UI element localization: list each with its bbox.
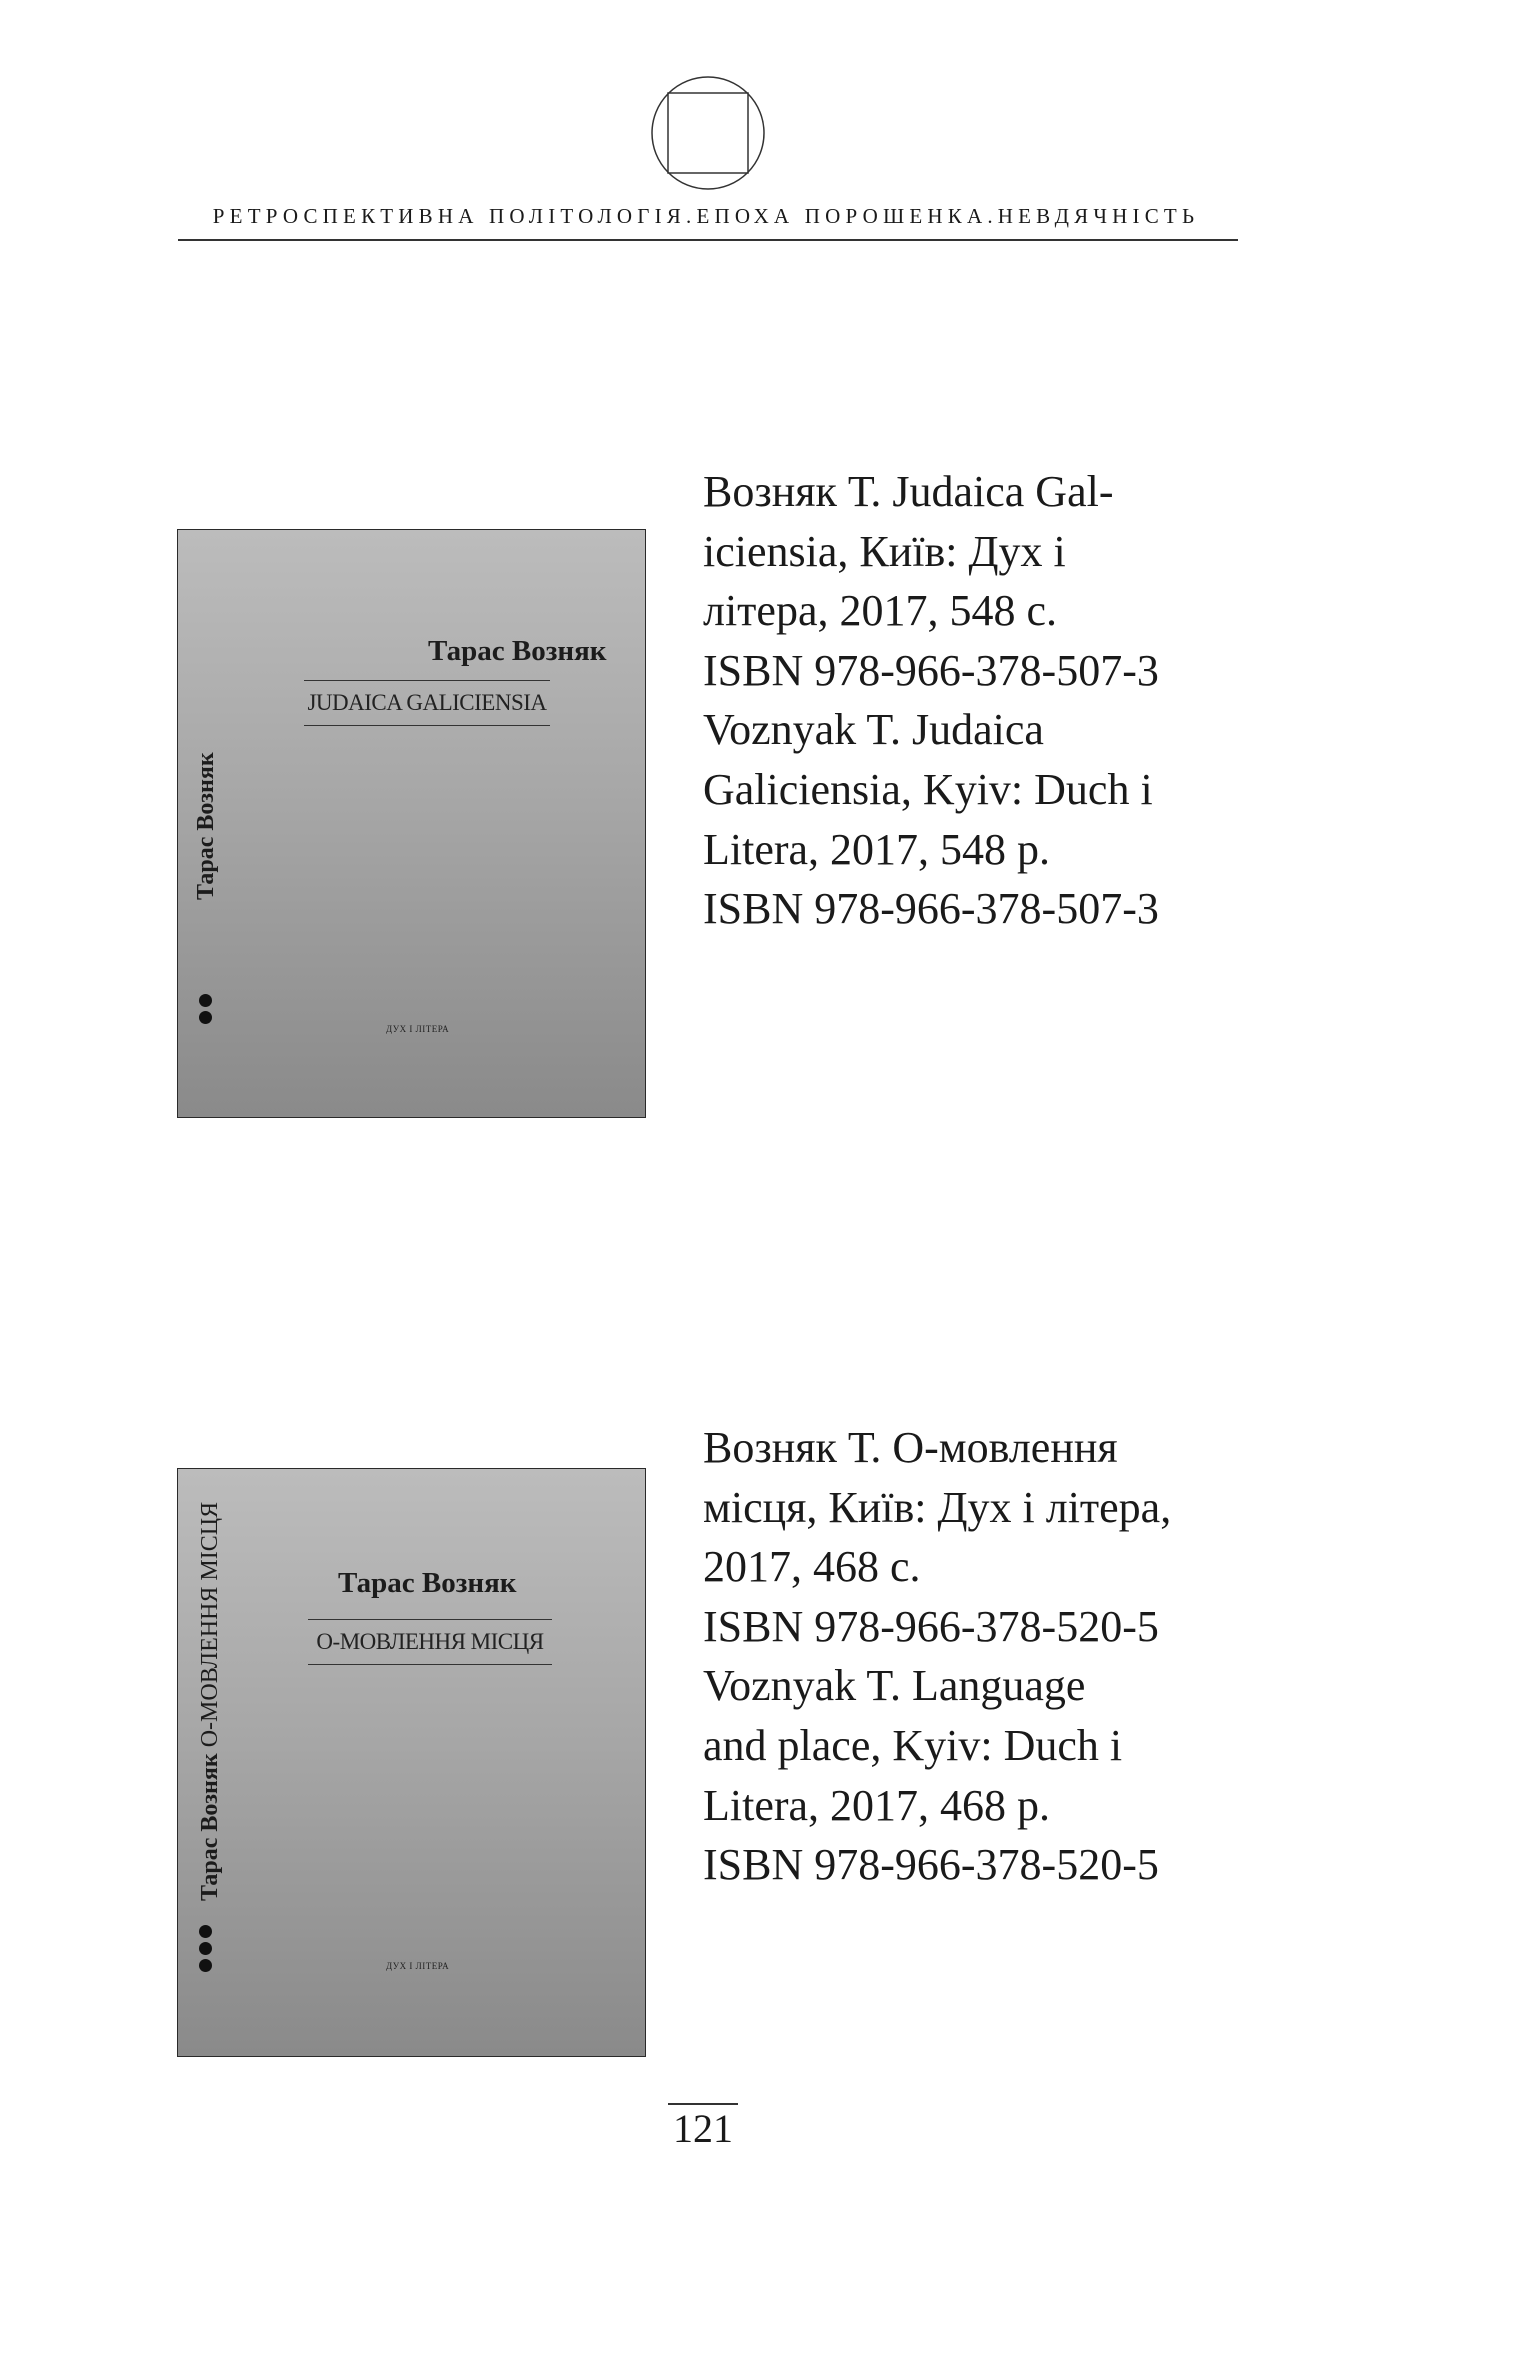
entry-line: and place, Kyiv: Duch i xyxy=(703,1720,1123,1770)
cover-rule xyxy=(308,1619,552,1620)
entry-line: ISBN 978-966-378-520-5 xyxy=(703,1840,1159,1890)
entry-line: літера, 2017, 548 с. xyxy=(703,586,1057,636)
cover-author: Тарас Возняк xyxy=(428,635,607,667)
entry-line: Litera, 2017, 548 p. xyxy=(703,824,1051,874)
cover-dots xyxy=(199,1925,212,1976)
bibliographic-entry xyxy=(703,1418,1171,1895)
cover-dots xyxy=(199,994,212,1028)
entry-line: місця, Київ: Дух і літера, xyxy=(703,1482,1172,1532)
entry-line: Litera, 2017, 468 p. xyxy=(703,1780,1051,1830)
entry-line: ISBN 978-966-378-507-3 xyxy=(703,884,1159,934)
cover-rule xyxy=(304,680,550,681)
entry-line: Galiciensia, Kyiv: Duch i xyxy=(703,764,1153,814)
cover-rule xyxy=(304,725,550,726)
cover-publisher: ДУХ І ЛІТЕРА xyxy=(386,1024,450,1034)
running-header: РЕТРОСПЕКТИВНА ПОЛІТОЛОГІЯ.ЕПОХА ПОРОШЕНКА.НЕВДЯЧНІСТЬ xyxy=(212,204,1200,228)
entry-line: ISBN 978-966-378-520-5 xyxy=(703,1601,1159,1651)
spine-author: Тарас Возняк xyxy=(197,1753,223,1901)
entry-line: ISBN 978-966-378-507-3 xyxy=(703,645,1159,695)
header-rule xyxy=(178,239,1238,241)
entry-line: Возняк Т. О-мовлення xyxy=(703,1423,1118,1472)
cover-publisher: ДУХ І ЛІТЕРА xyxy=(386,1961,450,1971)
book-cover-judaica-galiciensia xyxy=(177,529,646,1118)
entry-line: Voznyak T. Judaica xyxy=(703,705,1044,755)
cover-spine-text xyxy=(193,752,220,900)
entry-line: 2017, 468 с. xyxy=(703,1542,921,1592)
spine-title: О-МОВЛЕННЯ МІСЦЯ xyxy=(197,1501,223,1748)
cover-rule xyxy=(308,1664,552,1665)
cover-title: О-МОВЛЕННЯ МІСЦЯ xyxy=(316,1629,544,1654)
spine-author: Тарас Возняк xyxy=(193,752,219,900)
circle-square-logo-icon xyxy=(650,75,766,191)
entry-line: iciensia, Київ: Дух і xyxy=(703,526,1066,576)
entry-line: Возняк Т. Judaica Gal- xyxy=(703,467,1114,516)
entry-line: Voznyak T. Language xyxy=(703,1661,1086,1711)
book-cover-o-movlennia-mistsia xyxy=(177,1468,646,2057)
cover-author: Тарас Возняк xyxy=(338,1567,517,1599)
page-number: 121 xyxy=(668,2103,738,2151)
cover-spine-text xyxy=(197,1502,224,1901)
cover-title: JUDAICA GALICIENSIA xyxy=(307,690,547,715)
bibliographic-entry xyxy=(703,462,1159,939)
